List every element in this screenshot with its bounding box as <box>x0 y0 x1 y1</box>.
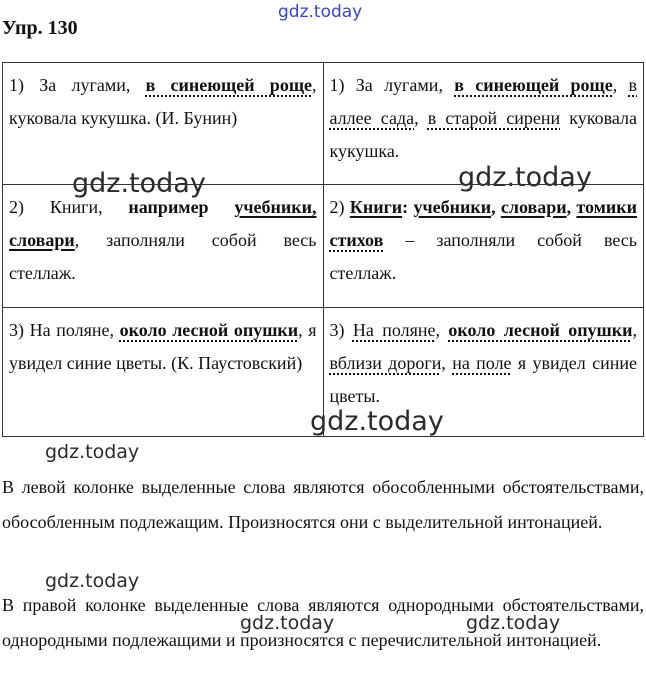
cell-left-1 <box>3 63 324 185</box>
text: За лугами, <box>39 75 131 95</box>
watermark-logo: gdz.today <box>45 441 140 463</box>
highlighted-phrase: на поле <box>452 353 512 373</box>
cell-left-2 <box>3 185 324 308</box>
punct: , <box>441 353 446 373</box>
watermark-logo: gdz.today <box>458 162 592 193</box>
item-number: 2) <box>9 197 24 217</box>
item-number: 3) <box>329 320 345 340</box>
item-number: 3) <box>9 320 24 340</box>
highlighted-phrase: в старой сирени <box>427 108 561 128</box>
text: На поляне, <box>29 320 114 340</box>
text: – заполняли собой весь стеллаж. <box>329 230 637 283</box>
text: , я увидел синие цветы. (К. Паустовский) <box>9 320 317 373</box>
highlighted-phrase: в аллее сада <box>329 75 638 128</box>
punct: , <box>491 197 496 217</box>
exercise-title: Упр. 130 <box>2 17 78 39</box>
highlighted-word: учебники, <box>234 197 317 217</box>
punct: , <box>435 320 441 340</box>
highlighted-phrase: в синеющей роще <box>145 75 313 95</box>
exercise-table <box>2 62 644 437</box>
cell-right-2 <box>323 185 644 308</box>
highlighted-word: словари <box>9 230 75 250</box>
highlighted-phrase: около лесной опушки <box>448 320 633 340</box>
watermark-logo: gdz.today <box>45 570 140 592</box>
highlighted-word: словари <box>500 197 567 217</box>
text: За лугами, <box>355 75 443 95</box>
punct: , <box>312 75 317 95</box>
punct: , <box>566 197 572 217</box>
text: куковала кукушка. <box>329 108 637 161</box>
punct: , <box>632 320 637 340</box>
punct: , <box>414 108 419 128</box>
watermark-logo: gdz.today <box>72 168 206 199</box>
highlighted-word: томики <box>576 197 638 217</box>
text: куковала кукушка. (И. Бунин) <box>9 108 238 128</box>
cell-right-1 <box>323 63 644 185</box>
highlighted-phrase: На поляне <box>352 320 436 340</box>
watermark-logo: gdz.today <box>310 406 444 437</box>
highlighted-word: например <box>128 197 209 217</box>
highlighted-phrase: около лесной опушки <box>119 320 299 340</box>
table-row <box>3 63 644 185</box>
cell-left-3 <box>3 308 324 437</box>
item-number: 1) <box>9 75 24 95</box>
watermark-logo-top: gdz.today <box>278 2 363 22</box>
punct: : <box>402 197 409 217</box>
text: Книги, <box>49 197 103 217</box>
cell-right-3 <box>323 308 644 437</box>
highlighted-phrase: вблизи дороги <box>329 353 442 373</box>
watermark-logo: gdz.today <box>466 612 561 634</box>
highlighted-phrase: в синеющей роще <box>454 75 613 95</box>
item-number: 2) <box>329 197 345 217</box>
table-row <box>3 308 644 437</box>
highlighted-word: Книги <box>349 197 403 217</box>
text: , заполняли собой весь стеллаж. <box>9 230 317 283</box>
watermark-logo: gdz.today <box>240 612 335 634</box>
text: я увидел синие цветы. <box>329 353 637 406</box>
punct: , <box>612 75 618 95</box>
highlighted-word: стихов <box>329 230 384 250</box>
highlighted-word: учебники <box>413 197 492 217</box>
explanation-right-column: В правой колонке выделенные слова являются однородными обстоятельствами, однородными подлежащими и произносятся с перечислительной интонацией. <box>2 595 644 650</box>
table-row <box>3 185 644 308</box>
explanation-left-column: В левой колонке выделенные слова являются обособленными обстоятельствами, обособленным подлежащим. Произносятся они с выделительной интонацией. <box>2 477 644 532</box>
item-number: 1) <box>329 75 345 95</box>
